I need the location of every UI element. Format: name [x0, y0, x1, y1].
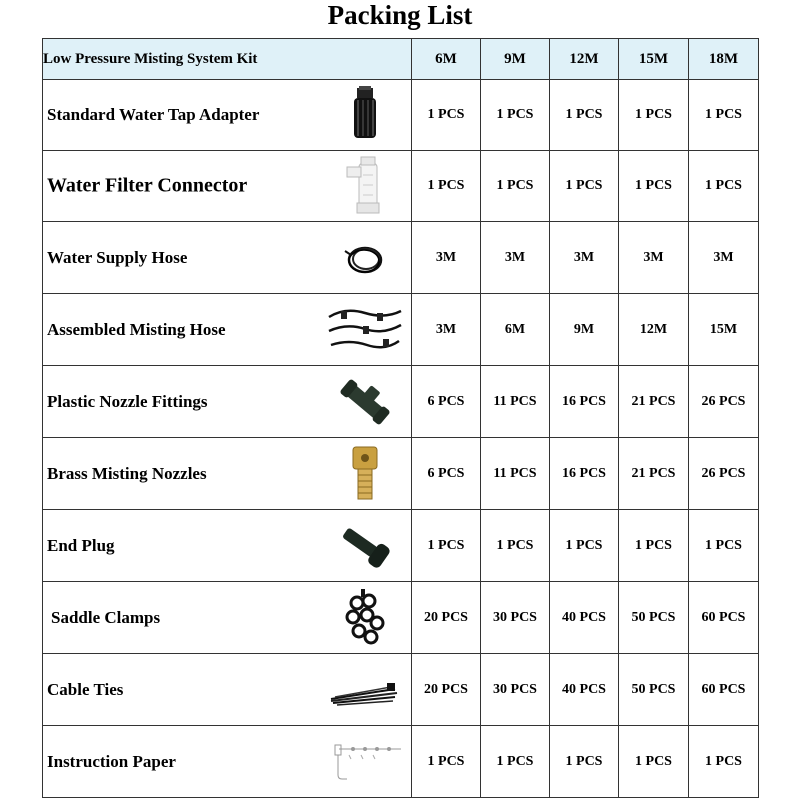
tap-adapter-icon — [325, 84, 405, 146]
table-row — [43, 654, 759, 726]
item-name: Standard Water Tap Adapter — [47, 105, 260, 124]
cable-ties-icon — [325, 659, 405, 721]
qty-cell: 6 PCS — [412, 366, 481, 438]
qty-cell: 30 PCS — [481, 654, 550, 726]
end-plug-icon — [325, 515, 405, 577]
qty-cell: 1 PCS — [481, 151, 550, 222]
item-name: Saddle Clamps — [51, 607, 161, 627]
qty-cell: 16 PCS — [550, 438, 619, 510]
table-row — [43, 582, 759, 654]
misting-hose-icon — [325, 299, 405, 361]
qty-cell: 20 PCS — [412, 582, 481, 654]
table-row — [43, 80, 759, 151]
qty-cell: 1 PCS — [550, 80, 619, 151]
filter-connector-icon — [325, 155, 405, 217]
qty-cell: 1 PCS — [689, 80, 759, 151]
qty-cell: 3M — [481, 222, 550, 294]
qty-cell: 60 PCS — [689, 582, 759, 654]
qty-cell: 3M — [550, 222, 619, 294]
qty-cell: 1 PCS — [412, 151, 481, 222]
qty-cell: 16 PCS — [550, 366, 619, 438]
item-cell — [43, 80, 412, 151]
item-cell — [43, 438, 412, 510]
item-cell — [43, 366, 412, 438]
table-header-row — [43, 39, 759, 80]
item-name: Brass Misting Nozzles — [47, 463, 207, 483]
qty-cell: 1 PCS — [412, 510, 481, 582]
qty-cell: 3M — [412, 222, 481, 294]
qty-cell: 1 PCS — [619, 80, 689, 151]
table-row — [43, 726, 759, 798]
item-cell — [43, 726, 412, 798]
item-cell — [43, 222, 412, 294]
qty-cell: 40 PCS — [550, 654, 619, 726]
item-cell — [43, 654, 412, 726]
qty-cell: 40 PCS — [550, 582, 619, 654]
qty-cell: 3M — [619, 222, 689, 294]
qty-cell: 26 PCS — [689, 438, 759, 510]
qty-cell: 60 PCS — [689, 654, 759, 726]
size-header-15m: 15M — [619, 39, 689, 80]
item-cell — [43, 582, 412, 654]
qty-cell: 1 PCS — [412, 726, 481, 798]
qty-cell: 50 PCS — [619, 654, 689, 726]
qty-cell: 26 PCS — [689, 366, 759, 438]
qty-cell: 1 PCS — [550, 151, 619, 222]
qty-cell: 1 PCS — [481, 726, 550, 798]
item-cell — [43, 510, 412, 582]
kit-header: Low Pressure Misting System Kit — [43, 39, 412, 80]
size-header-9m: 9M — [481, 39, 550, 80]
qty-cell: 15M — [689, 294, 759, 366]
instruction-diagram-icon — [325, 731, 405, 793]
qty-cell: 1 PCS — [619, 726, 689, 798]
size-header-12m: 12M — [550, 39, 619, 80]
nozzle-fitting-icon — [325, 371, 405, 433]
qty-cell: 50 PCS — [619, 582, 689, 654]
qty-cell: 1 PCS — [481, 80, 550, 151]
item-name: Cable Ties — [47, 679, 124, 699]
qty-cell: 3M — [689, 222, 759, 294]
qty-cell: 6 PCS — [412, 438, 481, 510]
qty-cell: 1 PCS — [689, 510, 759, 582]
packing-list-table — [42, 38, 759, 798]
qty-cell: 11 PCS — [481, 366, 550, 438]
size-header-18m: 18M — [689, 39, 759, 80]
hose-coil-icon — [325, 227, 405, 289]
qty-cell: 3M — [412, 294, 481, 366]
qty-cell: 12M — [619, 294, 689, 366]
item-cell — [43, 294, 412, 366]
item-name: Water Supply Hose — [47, 247, 188, 267]
qty-cell: 1 PCS — [550, 510, 619, 582]
saddle-clamps-icon — [325, 587, 405, 649]
table-row — [43, 366, 759, 438]
qty-cell: 21 PCS — [619, 438, 689, 510]
qty-cell: 1 PCS — [689, 151, 759, 222]
qty-cell: 11 PCS — [481, 438, 550, 510]
item-name: End Plug — [47, 535, 115, 555]
qty-cell: 1 PCS — [550, 726, 619, 798]
qty-cell: 6M — [481, 294, 550, 366]
item-cell — [43, 151, 412, 222]
qty-cell: 21 PCS — [619, 366, 689, 438]
item-name: Instruction Paper — [47, 751, 176, 771]
qty-cell: 1 PCS — [689, 726, 759, 798]
qty-cell: 9M — [550, 294, 619, 366]
table-row — [43, 151, 759, 222]
qty-cell: 20 PCS — [412, 654, 481, 726]
table-row — [43, 294, 759, 366]
table-row — [43, 510, 759, 582]
table-row — [43, 222, 759, 294]
brass-nozzle-icon — [325, 443, 405, 505]
item-name: Assembled Misting Hose — [47, 319, 226, 339]
qty-cell: 1 PCS — [619, 151, 689, 222]
item-name: Water Filter Connector — [47, 174, 248, 197]
size-header-6m: 6M — [412, 39, 481, 80]
page-title: Packing List — [327, 0, 473, 30]
table-row — [43, 438, 759, 510]
item-name: Plastic Nozzle Fittings — [47, 391, 208, 411]
qty-cell: 30 PCS — [481, 582, 550, 654]
qty-cell: 1 PCS — [481, 510, 550, 582]
qty-cell: 1 PCS — [412, 80, 481, 151]
qty-cell: 1 PCS — [619, 510, 689, 582]
